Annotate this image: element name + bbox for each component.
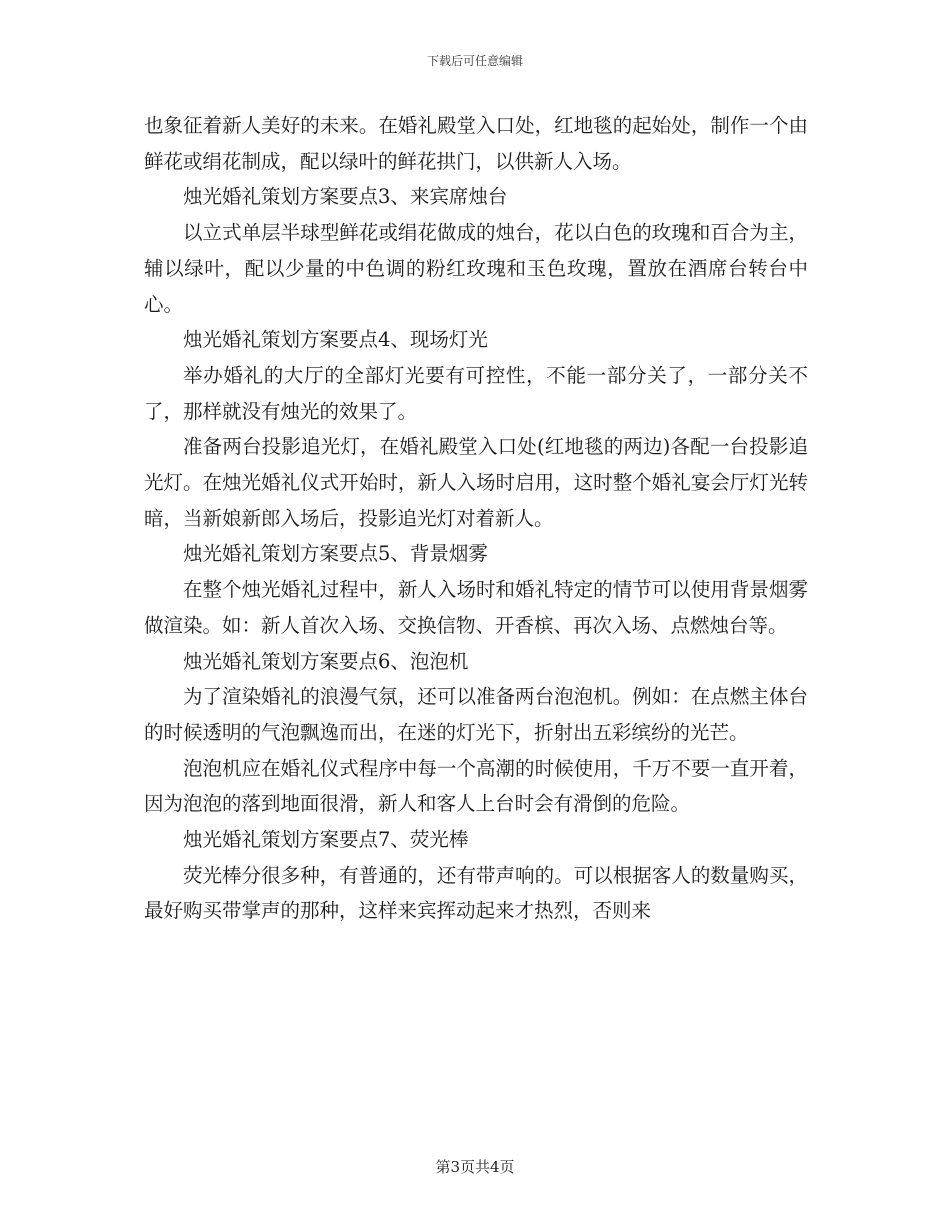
section-heading: 烛光婚礼策划方案要点3、来宾席烛台 [183, 185, 508, 209]
paragraph: 为了渲染婚礼的浪漫气氛，还可以准备两台泡泡机。例如：在点燃主体台的时候透明的气泡飘逸而出，在迷的灯光下，折射出五彩缤纷的光芒。 [144, 685, 808, 744]
page-number: 第3页共4页 [435, 1158, 515, 1176]
body-text [144, 108, 808, 929]
section-heading: 烛光婚礼策划方案要点6、泡泡机 [183, 649, 469, 673]
paragraph: 荧光棒分很多种，有普通的，还有带声响的。可以根据客人的数量购买，最好购买带掌声的那种，这样来宾挥动起来才热烈，否则来 [144, 863, 808, 923]
paragraph: 在整个烛光婚礼过程中，新人入场时和婚礼特定的情节可以使用背景烟雾做渲染。如：新人首次入场、交换信物、开香槟、再次入场、点燃烛台等。 [144, 578, 808, 637]
paragraph: 以立式单层半球型鲜花或绢花做成的烛台，花以白色的玫瑰和百合为主，辅以绿叶，配以少量的中色调的粉红玫瑰和玉色玫瑰，置放在酒席台转台中心。 [144, 221, 808, 316]
paragraph: 准备两台投影追光灯，在婚礼殿堂入口处(红地毯的两边)各配一台投影追光灯。在烛光婚礼仪式开始时，新人入场时启用，这时整个婚礼宴会厅灯光转暗，当新娘新郎入场后，投影追光灯对着新人。 [144, 435, 808, 530]
section-heading: 烛光婚礼策划方案要点5、背景烟雾 [183, 542, 488, 566]
section-heading: 烛光婚礼策划方案要点4、现场灯光 [183, 328, 488, 352]
page-header: 下载后可任意编辑 [426, 54, 523, 68]
paragraph: 泡泡机应在婚礼仪式程序中每一个高潮的时候使用，千万不要一直开着，因为泡泡的落到地面很滑，新人和客人上台时会有滑倒的危险。 [144, 756, 808, 816]
paragraph: 举办婚礼的大厅的全部灯光要有可控性，不能一部分关了，一部分关不了，那样就没有烛光的效果了。 [144, 363, 808, 423]
section-heading: 烛光婚礼策划方案要点7、荧光棒 [183, 828, 469, 852]
paragraph: 也象征着新人美好的未来。在婚礼殿堂入口处，红地毯的起始处，制作一个由鲜花或绢花制成，配以绿叶的鲜花拱门，以供新人入场。 [144, 114, 808, 173]
